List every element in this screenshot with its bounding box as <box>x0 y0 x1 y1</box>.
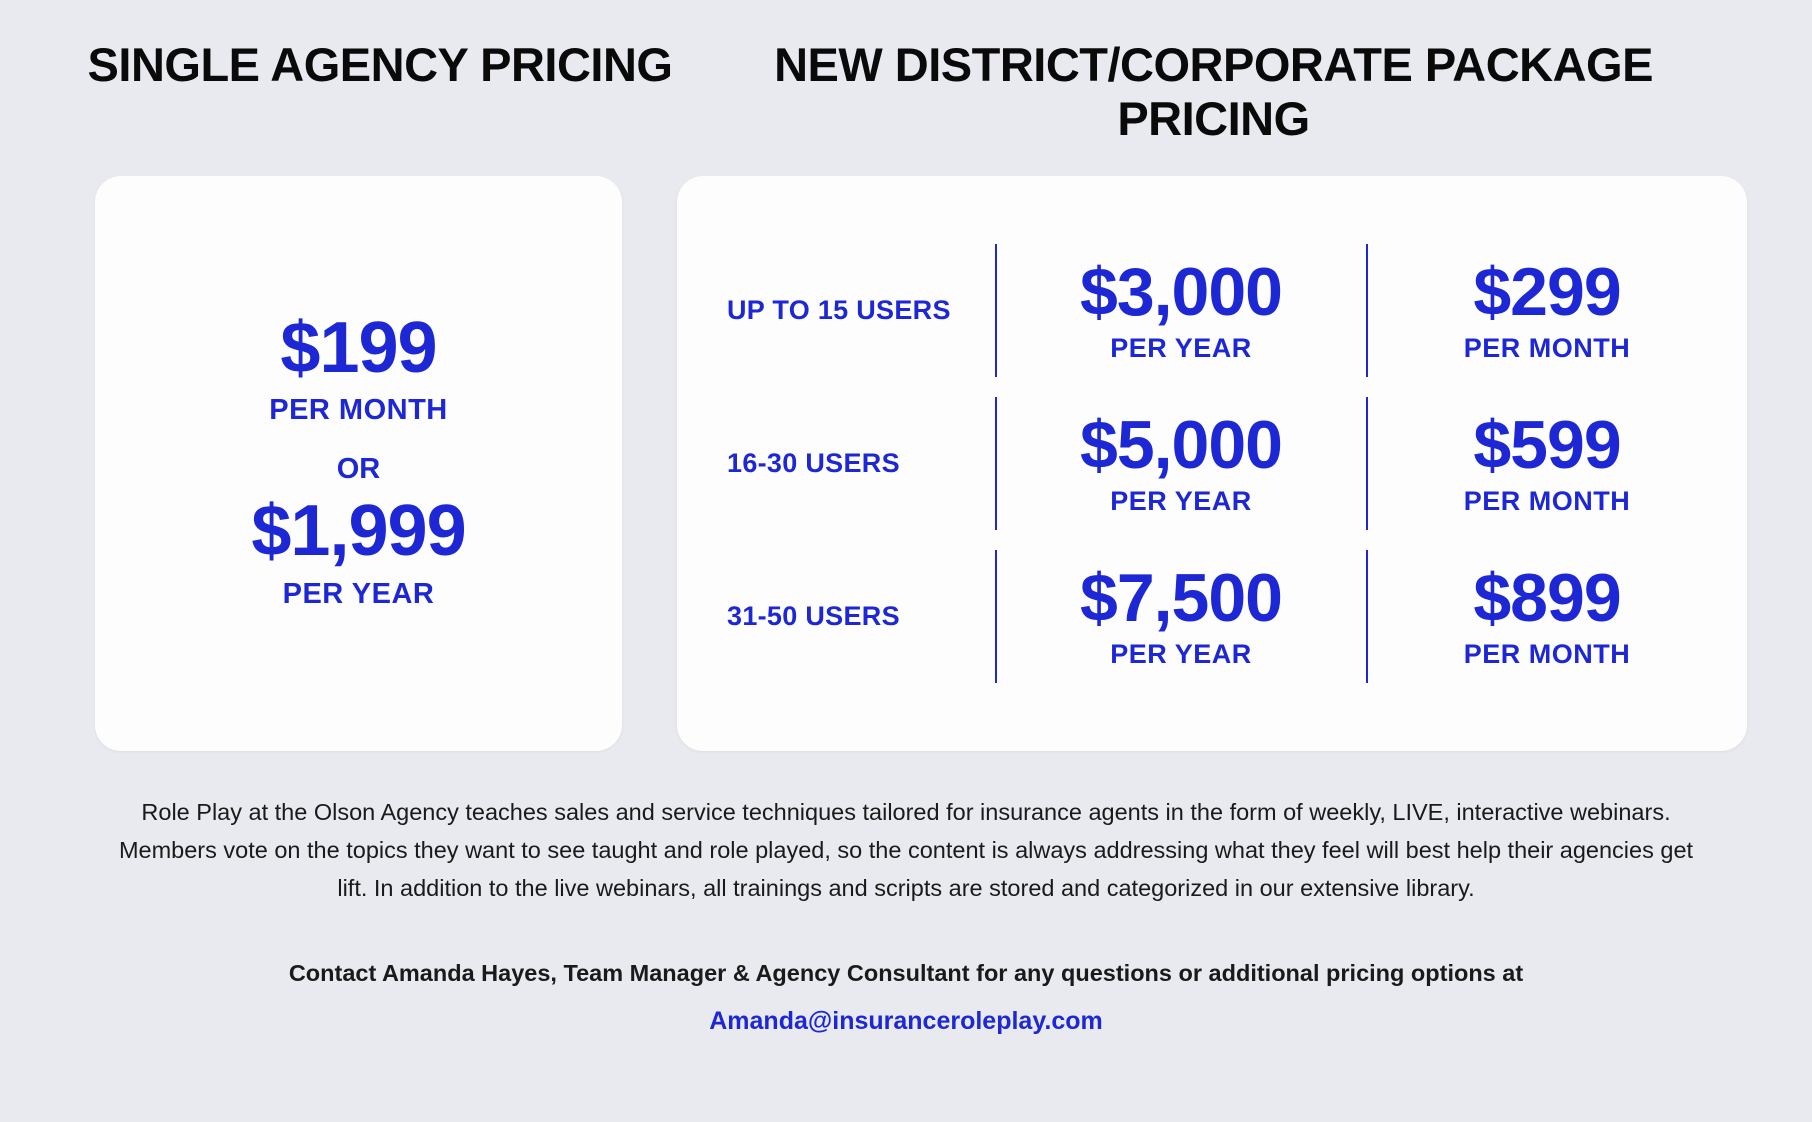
tier-year-label: PER YEAR <box>1110 638 1252 669</box>
package-heading-wrap <box>685 38 1742 146</box>
single-monthly-label: PER MONTH <box>269 394 448 427</box>
contact-block <box>110 955 1702 1041</box>
package-pricing-heading: NEW DISTRICT/CORPORATE PACKAGE PRICING <box>774 38 1653 146</box>
tier-month-cell <box>1367 387 1727 540</box>
tier-month-price: $599 <box>1473 407 1621 484</box>
tier-year-label: PER YEAR <box>1110 485 1252 516</box>
tier-month-label: PER MONTH <box>1463 332 1631 363</box>
tier-month-label: PER MONTH <box>1463 485 1631 516</box>
tier-year-price: $3,000 <box>1080 254 1282 331</box>
tier-year-price: $5,000 <box>1080 407 1282 484</box>
tier-month-cell <box>1367 540 1727 693</box>
single-agency-heading: SINGLE AGENCY PRICING <box>87 38 673 91</box>
single-yearly-price: $1,999 <box>251 491 466 572</box>
tier-year-cell <box>996 540 1366 693</box>
contact-line: Contact Amanda Hayes, Team Manager & Agency Consultant for any questions or additional pricing options at <box>288 960 1524 987</box>
tier-label: 16-30 USERS <box>727 448 900 479</box>
package-pricing-grid <box>677 234 1747 693</box>
single-monthly-price: $199 <box>280 307 437 388</box>
description-paragraph: Role Play at the Olson Agency teaches sales and service techniques tailored for insurance agents in the form of weekly, LIVE, interactive webinars. Members vote on the topics they want to see taught and role played, so the content is always addressing what they feel will best help their agencies get lift. In addition to the live webinars, all trainings and scripts are stored and categorized in our extensive library. <box>118 799 1694 902</box>
tier-label: UP TO 15 USERS <box>727 295 951 326</box>
single-agency-heading-wrap <box>85 38 675 146</box>
single-agency-card <box>95 176 622 751</box>
tier-label: 31-50 USERS <box>727 601 900 632</box>
tier-month-cell <box>1367 234 1727 387</box>
tier-month-label: PER MONTH <box>1463 638 1631 669</box>
contact-email-link[interactable]: Amanda@insuranceroleplay.com <box>709 1006 1103 1035</box>
single-yearly-label: PER YEAR <box>282 577 435 610</box>
cards-row <box>0 176 1812 751</box>
tier-month-price: $299 <box>1473 254 1621 331</box>
package-pricing-card <box>677 176 1747 751</box>
single-or-label: OR <box>336 453 381 486</box>
tier-year-cell <box>996 387 1366 540</box>
tier-month-price: $899 <box>1473 560 1621 637</box>
tier-year-price: $7,500 <box>1080 560 1282 637</box>
headings-row <box>0 0 1812 146</box>
single-agency-prices <box>251 307 466 611</box>
tier-year-cell <box>996 234 1366 387</box>
tier-year-label: PER YEAR <box>1110 332 1252 363</box>
